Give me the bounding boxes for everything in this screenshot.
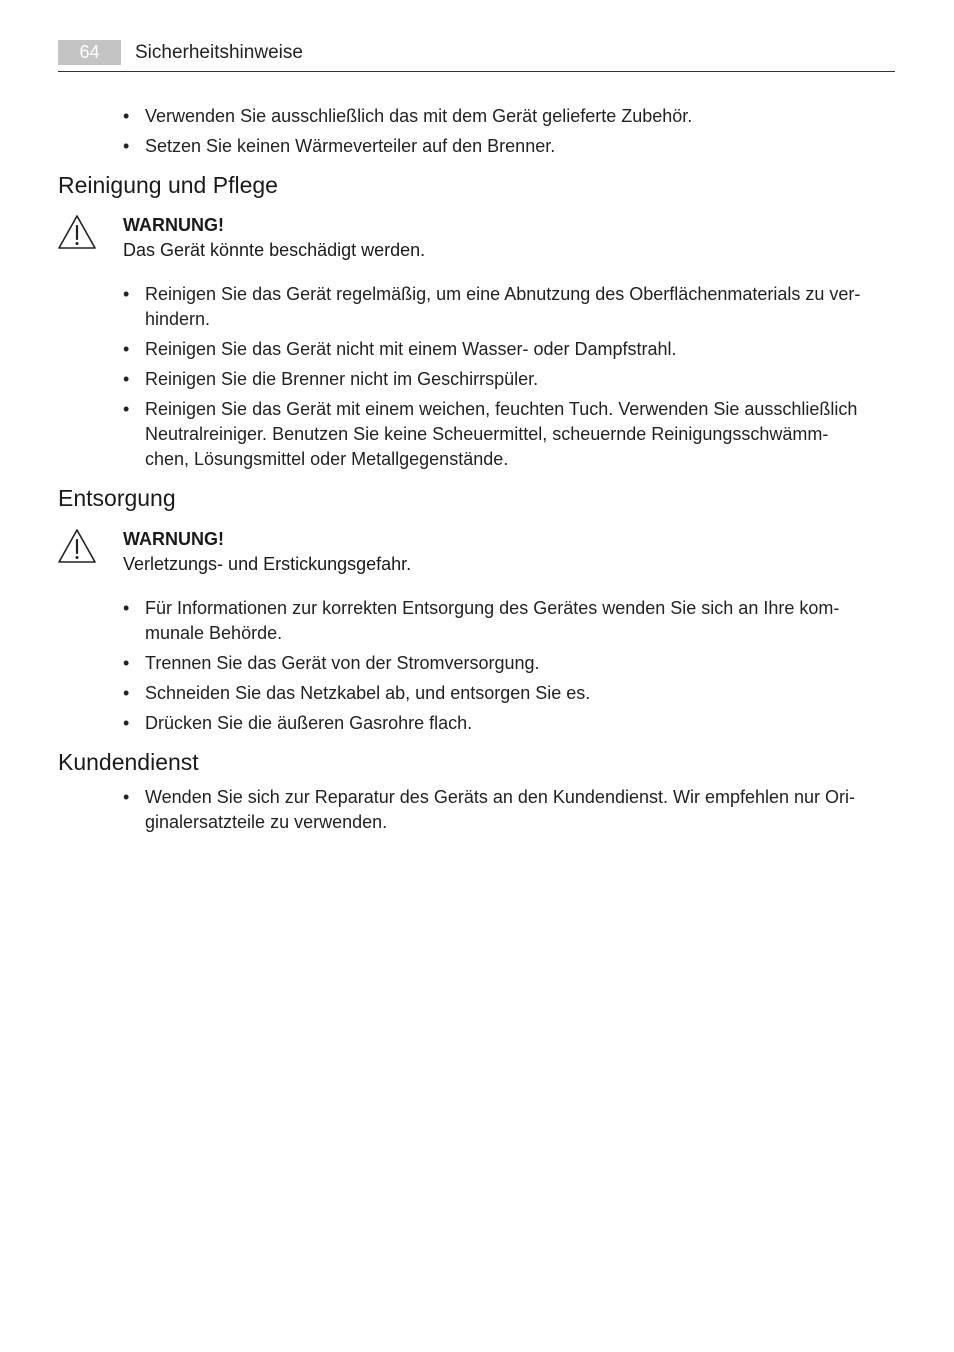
list-item: • Setzen Sie keinen Wärmeverteiler auf den Brenner. xyxy=(123,134,883,159)
warning-triangle-icon xyxy=(57,528,97,564)
list-item: • Verwenden Sie ausschließlich das mit dem Gerät gelieferte Zubehör. xyxy=(123,104,883,129)
cleaning-list xyxy=(123,282,883,472)
header-section-title: Sicherheitshinweise xyxy=(135,42,303,63)
warning-title: WARNUNG! xyxy=(123,215,224,235)
list-item: • Für Informationen zur korrekten Entsorgung des Gerätes wenden Sie sich an Ihre kom- munale Behörde. xyxy=(123,596,883,646)
disposal-heading: Entsorgung xyxy=(58,485,176,511)
intro-list xyxy=(123,104,883,159)
service-heading: Kundendienst xyxy=(58,749,199,775)
warning-title: WARNUNG! xyxy=(123,529,224,549)
service-list xyxy=(123,785,883,835)
list-item: • Wenden Sie sich zur Reparatur des Geräts an den Kundendienst. Wir empfehlen nur Ori- ginalersatzteile zu verwenden. xyxy=(123,785,883,835)
page-header xyxy=(58,40,895,72)
list-item: • Reinigen Sie die Brenner nicht im Geschirrspüler. xyxy=(123,367,883,392)
warning-text: Verletzungs- und Erstickungsgefahr. xyxy=(123,554,412,574)
list-item: • Reinigen Sie das Gerät regelmäßig, um eine Abnutzung des Oberflächenmaterials zu ver- hindern. xyxy=(123,282,883,332)
page-number: 64 xyxy=(58,40,121,65)
list-item: • Drücken Sie die äußeren Gasrohre flach. xyxy=(123,711,883,736)
warning-triangle-icon xyxy=(57,214,97,250)
warning-text: Das Gerät könnte beschädigt werden. xyxy=(123,240,426,260)
list-item: • Schneiden Sie das Netzkabel ab, und entsorgen Sie es. xyxy=(123,681,883,706)
disposal-list xyxy=(123,596,883,736)
list-item: • Reinigen Sie das Gerät nicht mit einem Wasser- oder Dampfstrahl. xyxy=(123,337,883,362)
cleaning-heading: Reinigung und Pflege xyxy=(58,172,278,198)
list-item: • Trennen Sie das Gerät von der Stromversorgung. xyxy=(123,651,883,676)
list-item: • Reinigen Sie das Gerät mit einem weichen, feuchten Tuch. Verwenden Sie ausschließlich Neutralreiniger. Benutzen Sie keine Scheuermittel, scheuernde Reinigungsschwämm- chen, Lösungsmittel oder Metallgegenstände. xyxy=(123,397,883,472)
